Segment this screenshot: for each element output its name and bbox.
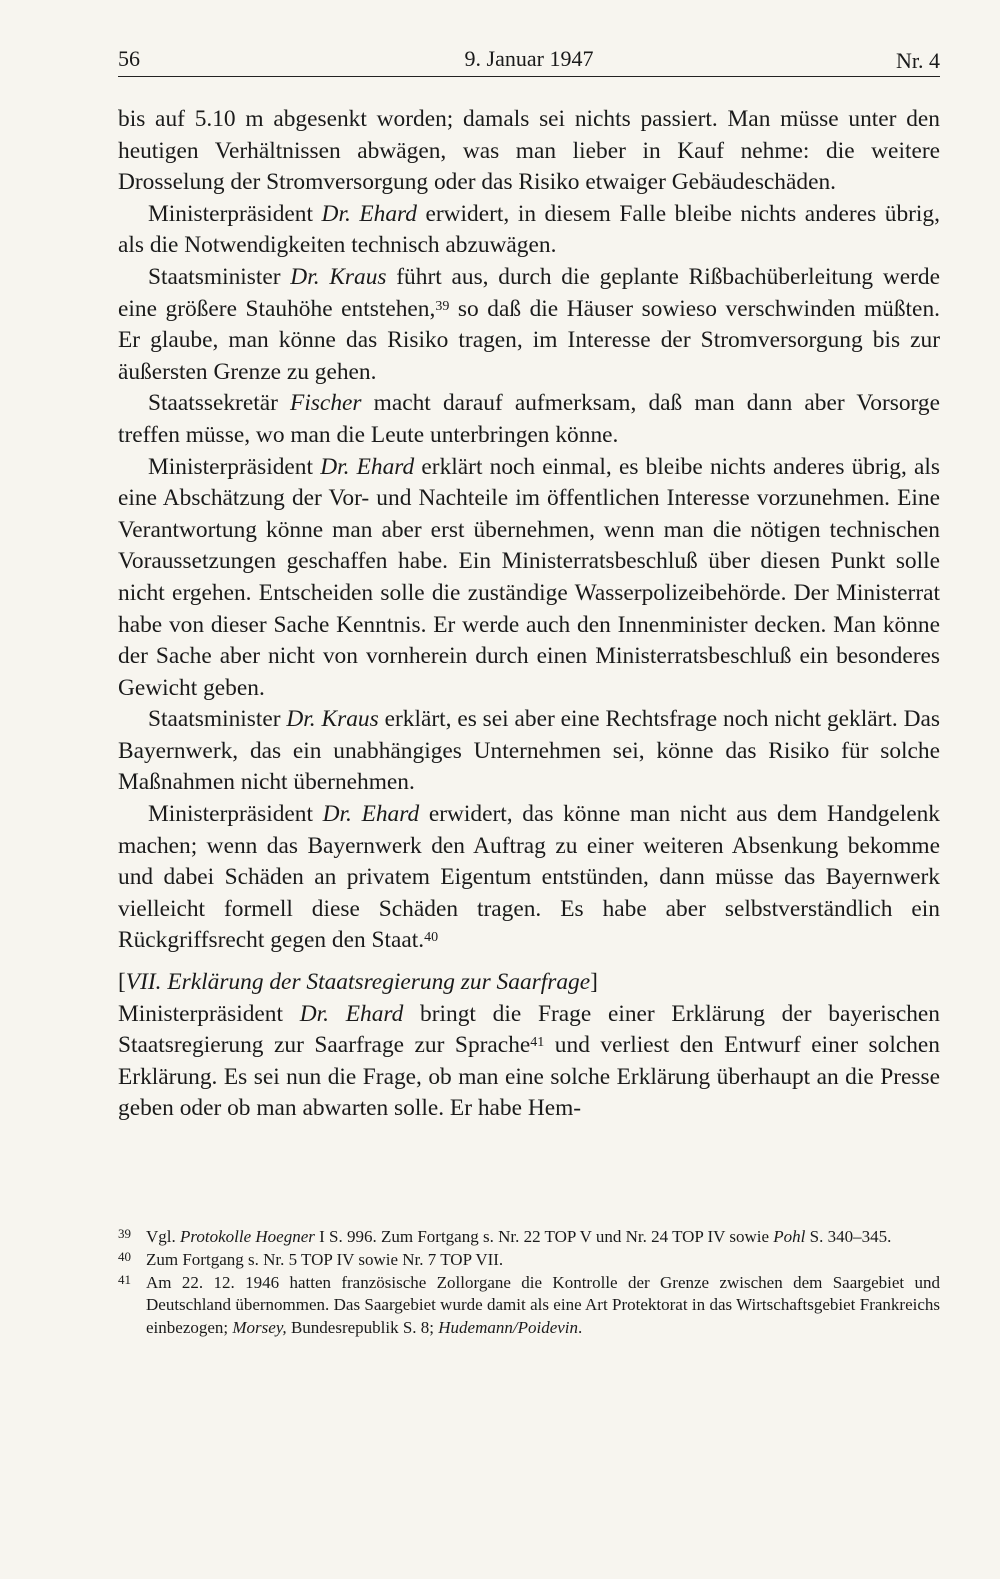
section-heading: [VII. Erklärung der Staatsregierung zur Saarfrage] [118, 969, 598, 996]
paragraph-1: bis auf 5.10 m abgesenkt worden; damals sei nichts passiert. Man müsse unter den heutigen Verhältnissen abwägen, was man lieber in Kauf nehme: die weitere Drosselung der Stromversorgung oder das Risiko etwaiger Gebäudeschäden. [118, 106, 940, 196]
footnote: 40 Zum Fortgang s. Nr. 5 TOP IV sowie Nr. 7 TOP VII. [118, 1249, 940, 1272]
footnote-number: 41 [118, 1271, 131, 1287]
paragraph-2: Ministerpräsident Dr. Ehard erwidert, in diesem Falle bleibe nichts anderes übrig, als die Notwendigkeiten technisch abzuwägen. [118, 200, 940, 259]
footnote: 39 Vgl. Protokolle Hoegner I S. 996. Zum Fortgang s. Nr. 22 TOP V und Nr. 24 TOP IV sowie Pohl S. 340–345. [118, 1226, 940, 1249]
document-number: Nr. 4 [896, 48, 940, 73]
speaker-name: Kraus [329, 263, 387, 290]
paragraph-4: Staatssekretär Fischer macht darauf aufmerksam, daß man dann aber Vorsorge treffen müsse, wo man die Leute unterbringen könne. [118, 390, 940, 448]
speaker-name: Ehard [361, 801, 420, 828]
paragraph-3: Staatsminister Dr. Kraus führt aus, durch die geplante Rißbachüberleitung werde eine größere Stauhöhe entstehen,$^{39}$ so daß die Häuser sowieso verschwinden müßten. Er glaube, man könne das Risiko tragen, im Interesse der Stromversorgung bis zur äußersten Grenze zu gehen. [118, 263, 940, 385]
footnote: 41 Am 22. 12. 1946 hatten französische Zollorgane die Kontrolle der Grenze zwischen dem Saargebiet und Deutschland übernommen. Das Saargebiet wurde damit als eine Art Protektorat in das Wirtschaftsgebiet Frankreichs einbezogen; Morsey, Bundesrepublik S. 8; Hudemann/Poidevin. [118, 1272, 940, 1340]
footnote-number: 40 [118, 1248, 131, 1264]
paragraph-6: Staatsminister Dr. Kraus erklärt, es sei aber eine Rechtsfrage noch nicht geklärt. Das Bayernwerk, das ein unabhängiges Unternehmen sei, könne das Risiko für solche Maßnahmen nicht übernehmen. [118, 706, 940, 796]
footnote-ref[interactable]: 40 [424, 930, 439, 946]
speaker-name: Ehard [359, 200, 417, 227]
footnote-ref[interactable]: 41 [530, 1035, 545, 1051]
paragraph-8: Ministerpräsident Dr. Ehard bringt die Frage einer Erklärung der bayerischen Staatsregierung zur Saarfrage zur Sprache$^{41}$ und verliest den Entwurf einer solchen Erklärung. Es sei nun die Frage, ob man eine solche Erklärung überhaupt an die Presse geben oder ob man abwarten solle. Er habe Hem- [118, 1000, 940, 1122]
page-number: 56 [118, 46, 140, 71]
footnotes [118, 1226, 940, 1340]
paragraph-7: Ministerpräsident Dr. Ehard erwidert, das könne man nicht aus dem Handgelenk machen; wenn das Bayernwerk den Auftrag zu einer weiteren Absenkung bekomme und dabei Schäden an privatem Eigentum entstünden, dann müsse das Bayernwerk vielleicht formell diese Schäden tragen. Es habe aber selbstverständlich ein Rückgriffsrecht gegen den Staat.$^{40}$ [118, 801, 940, 954]
header-date: 9. Januar 1947 [464, 46, 594, 71]
page-header [118, 42, 940, 77]
speaker-name: Ehard [345, 1000, 404, 1027]
speaker-name: Ehard [356, 453, 415, 480]
speaker-name: Fischer [290, 390, 362, 417]
speaker-name: Kraus [321, 706, 379, 733]
paragraph-5: Ministerpräsident Dr. Ehard erklärt noch einmal, es bleibe nichts anderes übrig, als eine Abschätzung der Vor- und Nachteile im öffentlichen Interesse vorzunehmen. Eine Verantwortung könne man aber erst übernehmen, wenn man die nötigen technischen Voraussetzungen geschaffen habe. Ein Ministerratsbeschluß über diesen Punkt solle nicht ergehen. Entscheiden solle die zuständige Wasserpolizeibehörde. Der Ministerrat habe von dieser Sache Kenntnis. Er werde auch den Innenminister decken. Man könne der Sache aber nicht von vornherein durch einen Ministerratsbeschluß ein besonderes Gewicht geben. [118, 453, 940, 701]
footnote-ref[interactable]: 39 [435, 298, 450, 314]
footnote-number: 39 [118, 1226, 131, 1241]
body-text [118, 104, 940, 1125]
